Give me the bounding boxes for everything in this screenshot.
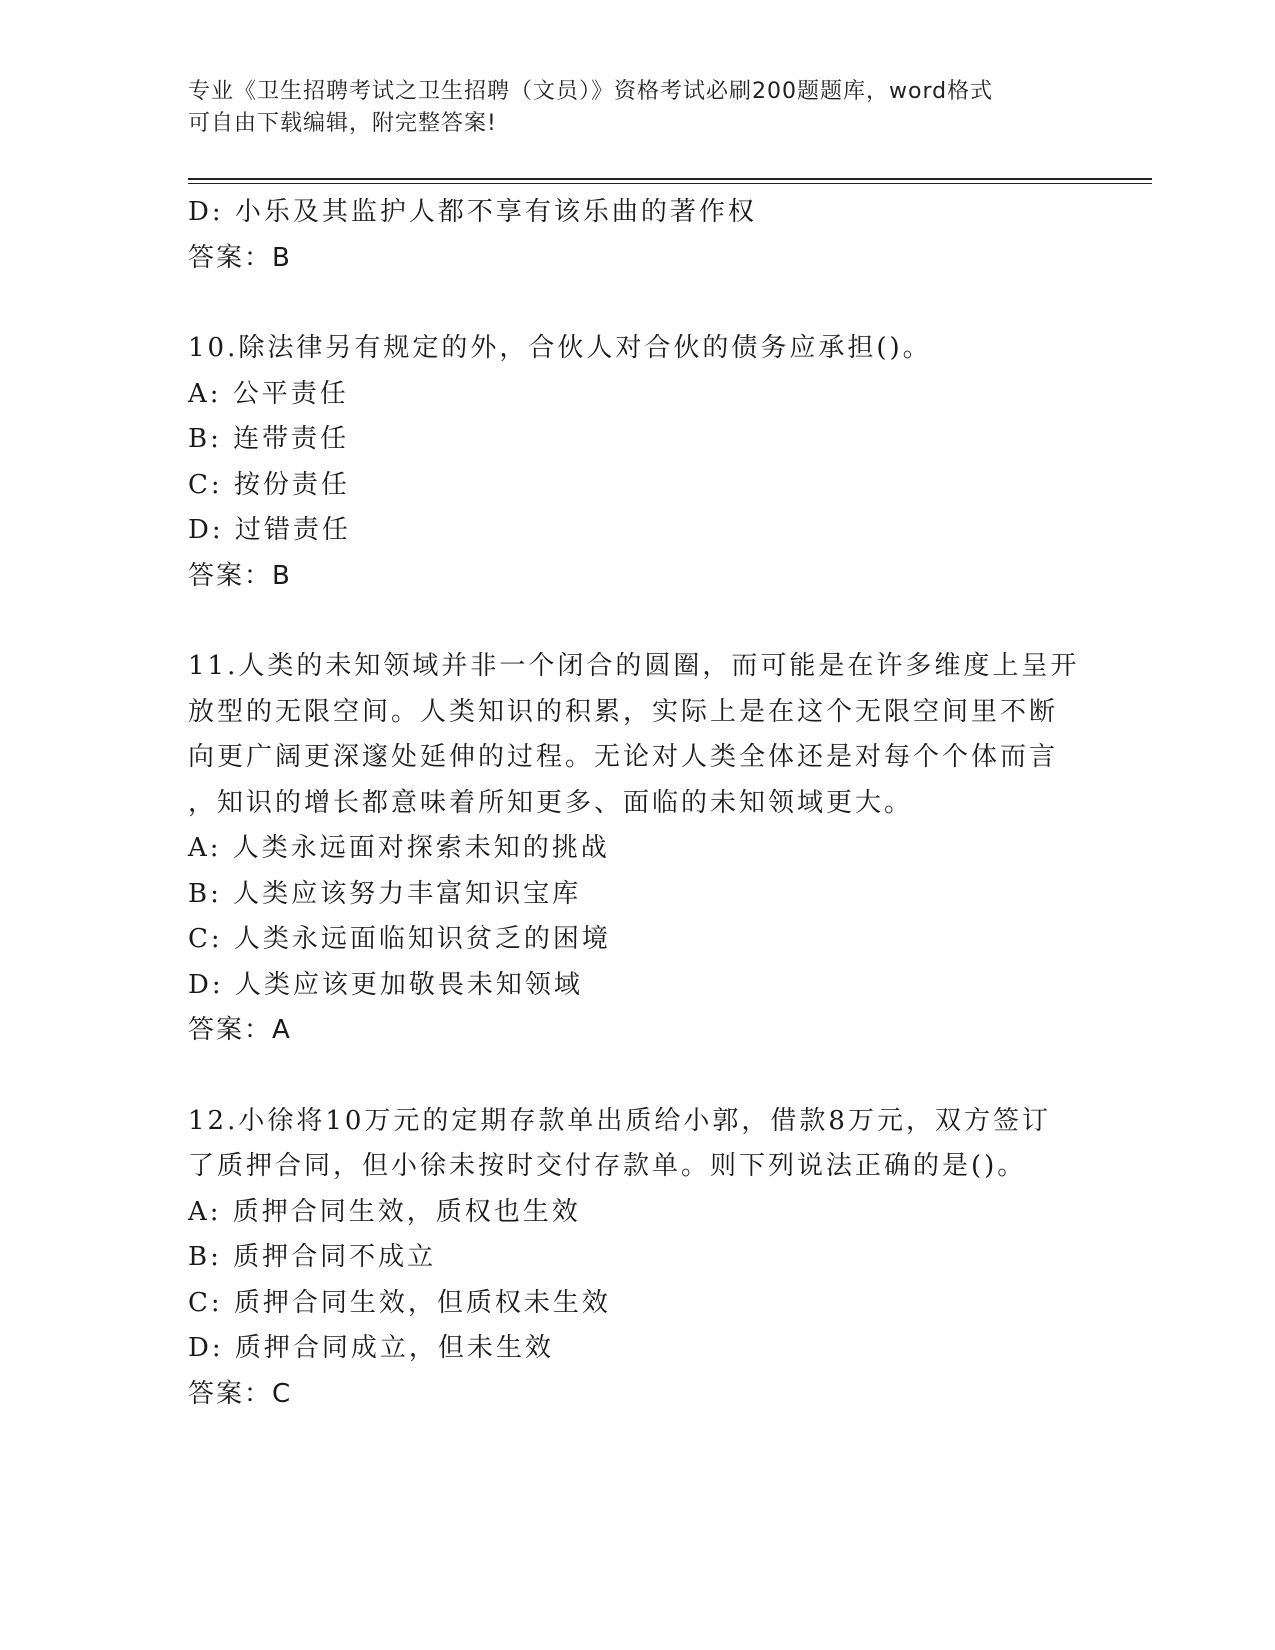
question-11 — [188, 644, 1088, 1054]
question-stem: 了质押合同，但小徐未按时交付存款单。则下列说法正确的是()。 — [188, 1151, 1027, 1181]
question-stem: ，知识的增长都意味着所知更多、面临的未知领域更大。 — [188, 787, 914, 818]
answer: 答案：A — [188, 1015, 292, 1045]
header-divider-thick — [188, 178, 1152, 180]
answer: 答案：B — [188, 560, 292, 591]
document-header — [188, 76, 1088, 140]
option-a: A: 公平责任 — [188, 378, 349, 409]
option-a: A: 质押合同生效，质权也生效 — [188, 1196, 581, 1227]
spacer — [188, 599, 1088, 644]
option-d: D: 人类应该更加敬畏未知领域 — [188, 969, 583, 1000]
question-stem: 12.小徐将10万元的定期存款单出质给小郭，借款8万元，双方签订 — [188, 1105, 1051, 1136]
question-stem: 10.除法律另有规定的外，合伙人对合伙的债务应承担()。 — [188, 333, 932, 363]
header-line-2: 可自由下载编辑，附完整答案! — [188, 111, 497, 136]
question-stem: 11.人类的未知领域并非一个闭合的圆圈，而可能是在许多维度上呈开 — [188, 651, 1080, 681]
document-body — [188, 190, 1088, 1417]
option-b: B: 连带责任 — [188, 424, 350, 454]
question-stem: 向更广阔更深邃处延伸的过程。无论对人类全体还是对每个个体而言 — [188, 742, 1059, 772]
option-c: C: 按份责任 — [188, 469, 350, 500]
answer: 答案：C — [188, 1378, 293, 1409]
question-12 — [188, 1099, 1088, 1418]
option-c: C: 质押合同生效，但质权未生效 — [188, 1287, 611, 1318]
option-d: D: 过错责任 — [188, 515, 351, 545]
spacer — [188, 281, 1088, 326]
header-divider-thin — [188, 183, 1152, 184]
option-b: B: 质押合同不成立 — [188, 1242, 437, 1272]
header-line-1: 专业《卫生招聘考试之卫生招聘（文员）》资格考试必刷200题题库，word格式 — [188, 79, 994, 104]
option-b: B: 人类应该努力丰富知识宝库 — [188, 878, 582, 909]
question-stem: 放型的无限空间。人类知识的积累，实际上是在这个无限空间里不断 — [188, 696, 1059, 727]
option-a: A: 人类永远面对探索未知的挑战 — [188, 833, 610, 863]
answer: 答案：B — [188, 242, 292, 273]
option-c: C: 人类永远面临知识贫乏的困境 — [188, 924, 611, 954]
option-d: D: 小乐及其监护人都不享有该乐曲的著作权 — [188, 197, 757, 227]
option-d: D: 质押合同成立，但未生效 — [188, 1333, 554, 1363]
spacer — [188, 1054, 1088, 1099]
question-10 — [188, 326, 1088, 599]
